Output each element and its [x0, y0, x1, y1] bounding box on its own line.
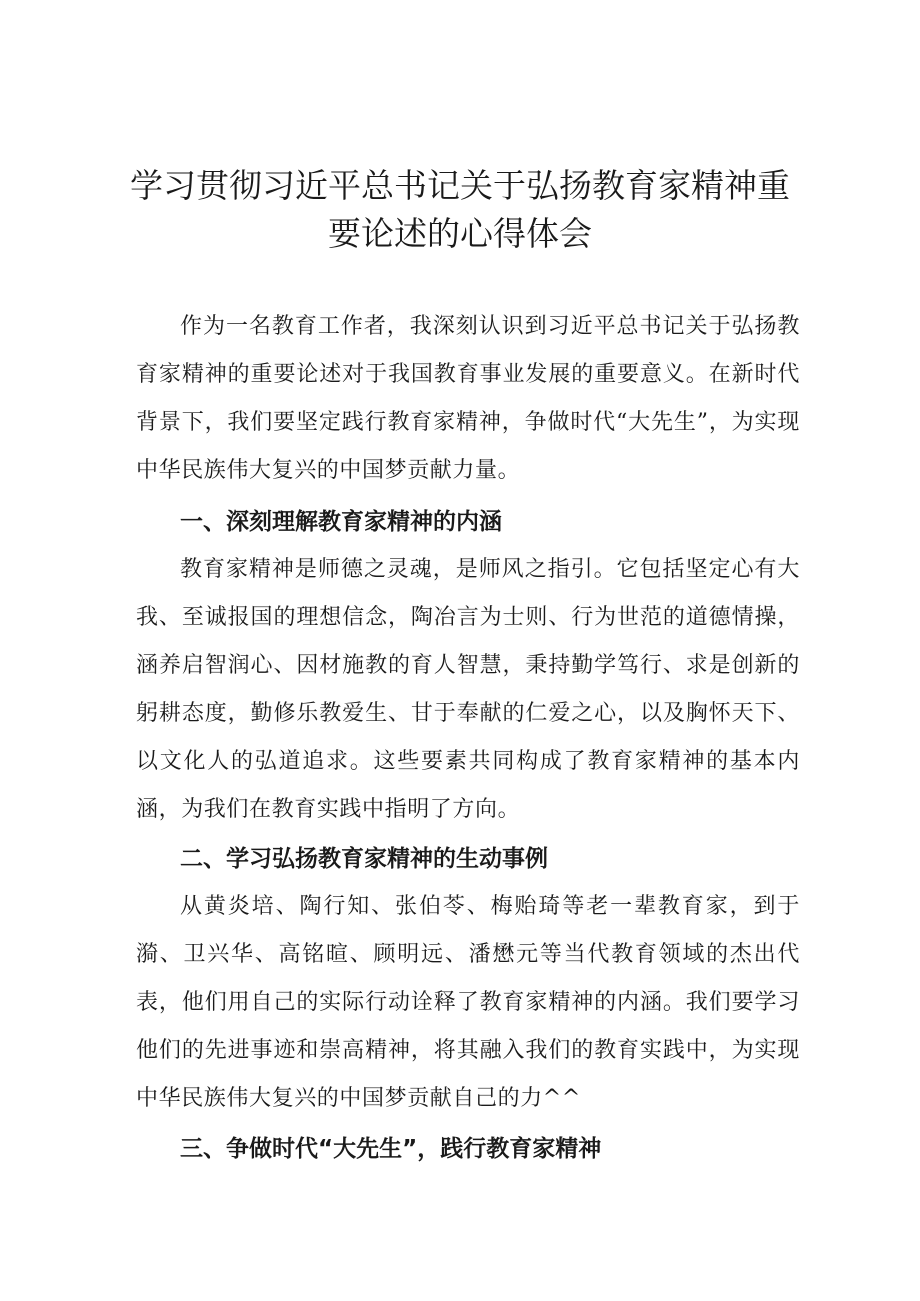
- section-1-heading: 一、深刻理解教育家精神的内涵: [180, 509, 502, 535]
- section-2-paragraph: 从黄炎培、陶行知、张伯苓、梅贻琦等老一辈教育家，到于漪、卫兴华、高铭暄、顾明远、潘懋元等当代教育领域的杰出代表，他们用自己的实际行动诠释了教育家精神的内涵。我们要学习他们的先进事迹和崇高精神，将其融入我们的教育实践中，为实现中华民族伟大复兴的中国梦贡献自己的力^^: [136, 894, 800, 1111]
- intro-paragraph: 作为一名教育工作者，我深刻认识到习近平总书记关于弘扬教育家精神的重要论述对于我国教育事业发展的重要意义。在新时代背景下，我们要坚定践行教育家精神，争做时代“大先生”，为实现中华民族伟大复兴的中国梦贡献力量。: [136, 314, 800, 483]
- section-3-heading: 三、争做时代“大先生”，践行教育家精神: [180, 1136, 602, 1162]
- document-title: 学习贯彻习近平总书记关于弘扬教育家精神重要论述的心得体会: [130, 166, 790, 253]
- section-2-heading: 二、学习弘扬教育家精神的生动事例: [180, 846, 548, 872]
- section-1-paragraph: 教育家精神是师德之灵魂，是师风之指引。它包括坚定心有大我、至诚报国的理想信念，陶冶言为士则、行为世范的道德情操，涵养启智润心、因材施教的育人智慧，秉持勤学笃行、求是创新的躬耕态度，勤修乐教爱生、甘于奉献的仁爱之心，以及胸怀天下、以文化人的弘道追求。这些要素共同构成了教育家精神的基本内涵，为我们在教育实践中指明了方向。: [136, 557, 800, 822]
